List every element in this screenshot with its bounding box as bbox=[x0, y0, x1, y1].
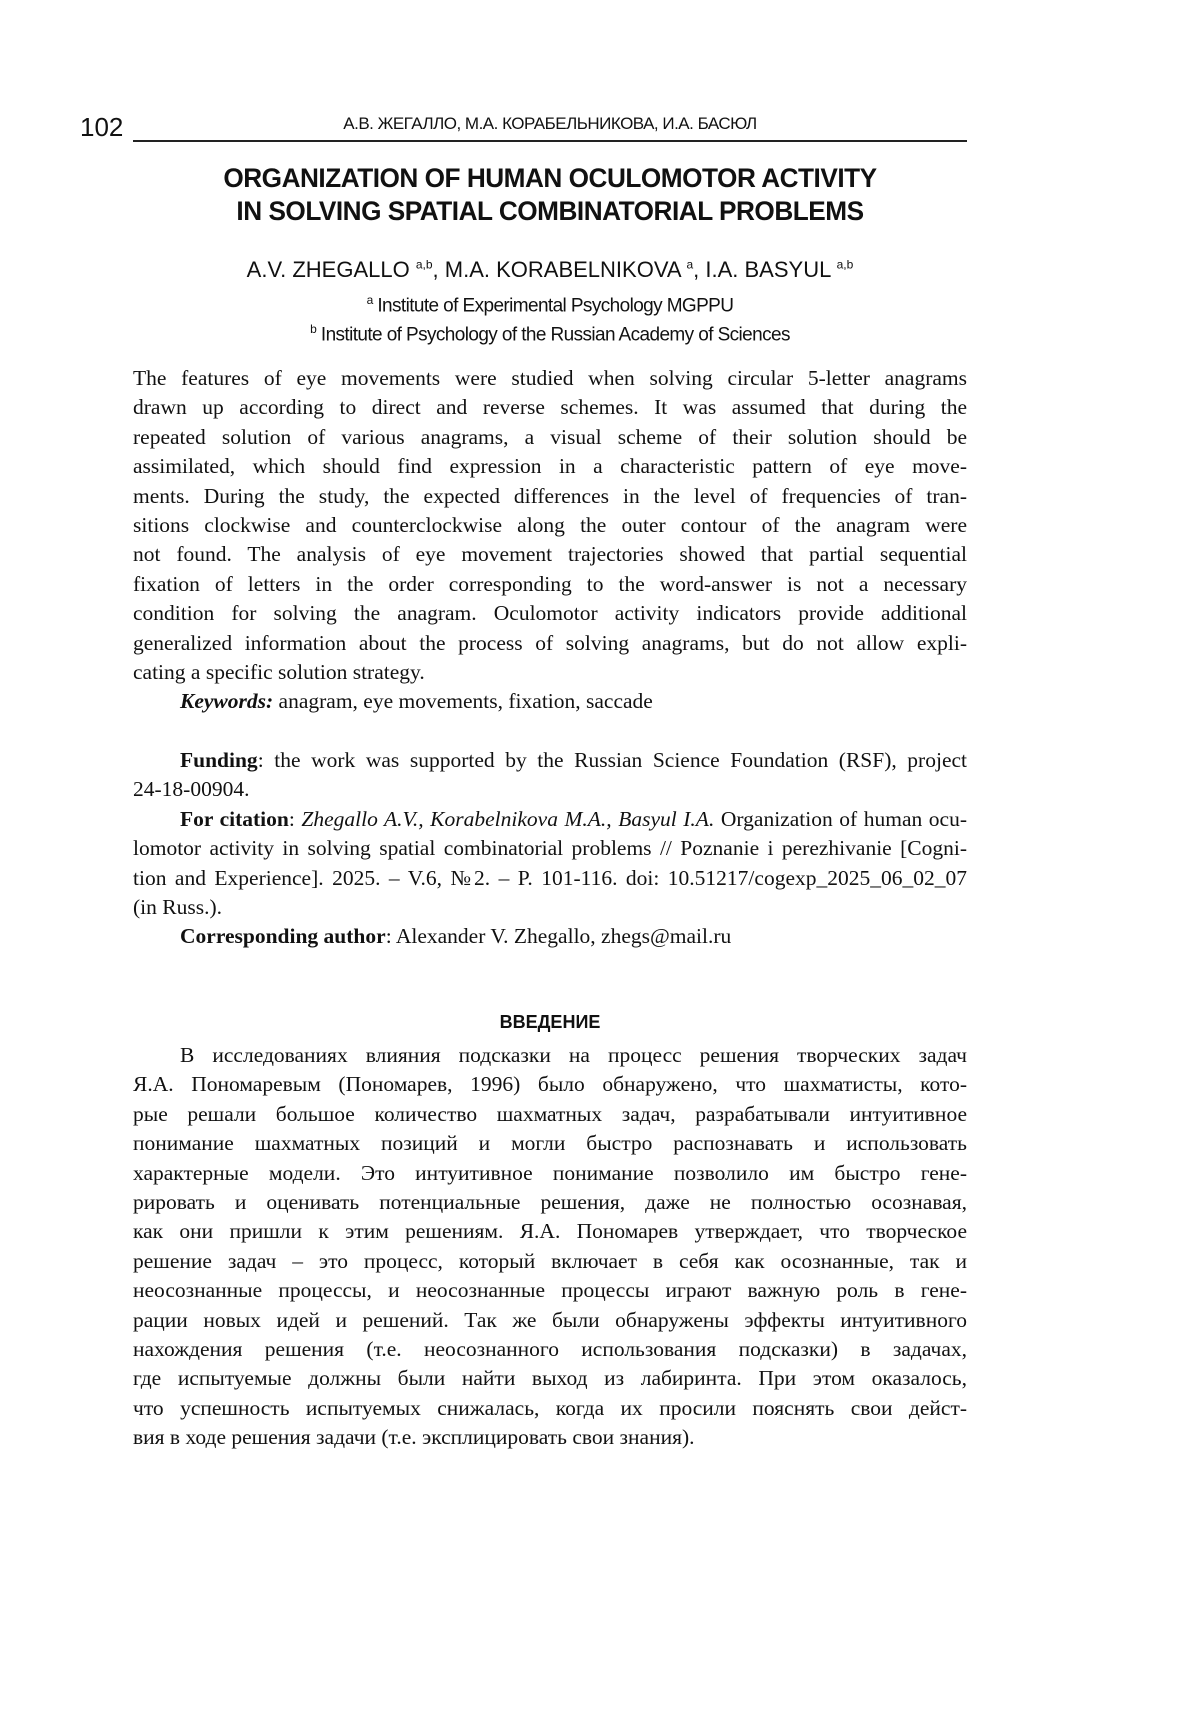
body-line: вия в ходе решения задачи (т.е. эксплицировать свои знания). bbox=[133, 1425, 695, 1450]
affiliation-text: Institute of Psychology of the Russian Academy of Sciences bbox=[320, 324, 790, 346]
body-line: В исследованиях влияния подсказки на процесс решения творческих задач bbox=[180, 1043, 967, 1067]
funding-text: : the work was supported by the Russian Science Foundation (RSF), project bbox=[257, 748, 967, 772]
affiliation-mark: b bbox=[310, 322, 317, 336]
funding-line bbox=[133, 746, 967, 775]
corresponding-text: : Alexander V. Zhegallo, zhegs@mail.ru bbox=[385, 924, 732, 949]
keywords-label: Keywords: bbox=[180, 689, 274, 714]
author: I.A. BASYUL bbox=[705, 257, 831, 282]
affiliation-mark: a bbox=[366, 293, 373, 307]
author-affiliation-mark: a bbox=[686, 257, 694, 272]
header-rule bbox=[133, 140, 967, 142]
citation-label: For citation bbox=[180, 806, 289, 831]
affiliation-text: Institute of Experimental Psychology MGPPU bbox=[377, 295, 734, 317]
abstract-line: repeated solution of various anagrams, a visual scheme of their solution should be bbox=[133, 424, 967, 449]
author-affiliation-mark: a,b bbox=[415, 257, 433, 272]
abstract-line: assimilated, which should find expression in a characteristic pattern of eye move- bbox=[133, 454, 967, 479]
abstract-line: ments. During the study, the expected differences in the level of frequencies of tran- bbox=[133, 483, 967, 508]
citation-line: (in Russ.). bbox=[133, 894, 222, 919]
abstract-line: condition for solving the anagram. Oculomotor activity indicators provide additional bbox=[133, 601, 967, 626]
abstract bbox=[133, 364, 967, 717]
article-info bbox=[133, 746, 967, 952]
body-line: Я.А. Пономаревым (Пономарев, 1996) было обнаружено, что шахматисты, кото- bbox=[133, 1072, 967, 1097]
funding-line: 24-18-00904. bbox=[133, 777, 250, 802]
author: M.A. KORABELNIKOVA bbox=[444, 257, 681, 282]
body-line: рации новых идей и решений. Так же были обнаружены эффекты интуитивного bbox=[133, 1307, 967, 1332]
title-line: ORGANIZATION OF HUMAN OCULOMOTOR ACTIVITY bbox=[223, 163, 877, 193]
body-line: где испытуемые должны были найти выход из лабиринта. При этом оказалось, bbox=[133, 1366, 967, 1391]
author-affiliation-mark: a,b bbox=[836, 257, 854, 272]
running-head: А.В. ЖЕГАЛЛО, М.А. КОРАБЕЛЬНИКОВА, И.А. БАСЮЛ bbox=[343, 114, 757, 133]
body-line: понимание шахматных позиций и могли быстро распознавать и использовать bbox=[133, 1131, 967, 1156]
funding-label: Funding bbox=[180, 748, 258, 772]
article-title bbox=[146, 162, 955, 228]
citation-line: lomotor activity in solving spatial combinatorial problems // Poznanie i perezhivanie [Cogni- bbox=[133, 836, 967, 861]
abstract-line: generalized information about the process of solving anagrams, but do not allow expli- bbox=[133, 630, 967, 655]
body-line: что успешность испытуемых снижалась, когда их просили пояснять свои дейст- bbox=[133, 1395, 967, 1420]
section-heading: ВВЕДЕНИЕ bbox=[499, 1012, 601, 1032]
body-line: как они пришли к этим решениям. Я.А. Пономарев утверждает, что творческое bbox=[133, 1219, 967, 1244]
abstract-line: drawn up according to direct and reverse schemes. It was assumed that during the bbox=[133, 395, 967, 420]
introduction-text bbox=[133, 1041, 967, 1452]
citation-text: Organization of human ocu- bbox=[714, 806, 967, 831]
abstract-line: The features of eye movements were studied when solving circular 5-letter anagrams bbox=[133, 366, 967, 390]
body-line: характерные модели. Это интуитивное понимание позволило им быстро гене- bbox=[133, 1160, 967, 1185]
citation-line: tion and Experience]. 2025. – V.6, №2. – P. 101-116. doi: 10.51217/cogexp_2025_06_02_07 bbox=[133, 865, 967, 890]
affiliation bbox=[133, 322, 967, 346]
keywords bbox=[133, 687, 967, 716]
abstract-line: sitions clockwise and counterclockwise along the outer contour of the anagram were bbox=[133, 512, 967, 537]
page-number: 102 bbox=[80, 112, 124, 142]
title-line: IN SOLVING SPATIAL COMBINATORIAL PROBLEMS bbox=[236, 196, 864, 226]
citation-authors: Zhegallo A.V., Korabelnikova M.A., Basyul I.A. bbox=[301, 806, 715, 831]
corresponding-label: Corresponding author bbox=[180, 924, 386, 949]
abstract-line: cating a specific solution strategy. bbox=[133, 659, 425, 684]
author: A.V. ZHEGALLO bbox=[246, 257, 410, 282]
body-line: нахождения решения (т.е. неосознанного использования подсказки) в задачах, bbox=[133, 1336, 967, 1361]
citation-line: For citation: Zhegallo A.V., Korabelnikova M.A., Basyul I.A. Organization of human ocu- bbox=[180, 806, 967, 831]
body-line: рые решали большое количество шахматных задач, разрабатывали интуитивное bbox=[133, 1101, 967, 1126]
body-line: неосознанные процессы, и неосознанные процессы играют важную роль в гене- bbox=[133, 1278, 967, 1303]
body-line: решение задач – это процесс, который включает в себя как осознанные, так и bbox=[133, 1248, 967, 1273]
affiliation bbox=[133, 293, 967, 317]
author-list: A.V. ZHEGALLO $^{a,b}$, M.A. KORABELNIKOVA $^a$, I.A. BASYUL $^{a,b}$ bbox=[246, 257, 854, 282]
body-line: рировать и оценивать потенциальные решения, даже не полностью осознавая, bbox=[133, 1189, 967, 1214]
abstract-line: fixation of letters in the order corresponding to the word-answer is not a necessary bbox=[133, 571, 967, 596]
abstract-line: not found. The analysis of eye movement trajectories showed that partial sequential bbox=[133, 542, 967, 567]
keywords-text: anagram, eye movements, fixation, saccade bbox=[273, 689, 653, 714]
corresponding-author bbox=[133, 922, 967, 951]
